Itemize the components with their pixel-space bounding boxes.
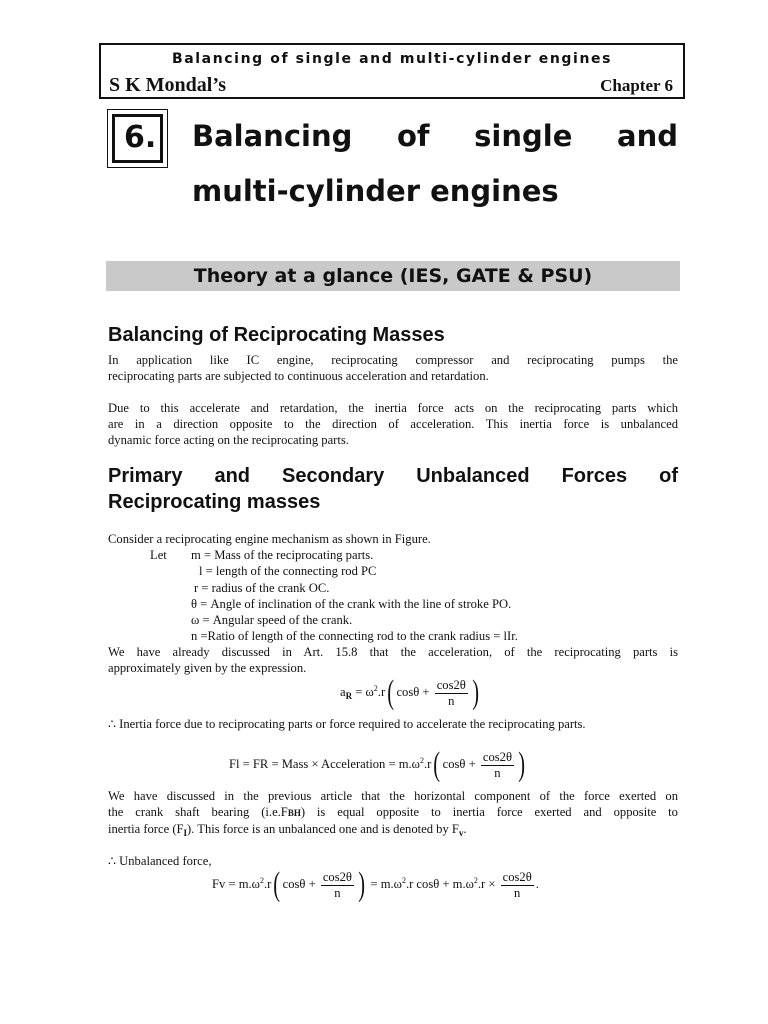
running-header	[99, 43, 685, 99]
definition-angle: θ = Angle of inclination of the crank with the line of stroke PO.	[191, 597, 512, 611]
fraction: $\frac{\cos 2\theta}{n}$	[482, 749, 512, 780]
section-heading-balancing: Balancing of Reciprocating Masses	[108, 324, 445, 346]
fraction: $\frac{\cos 2\theta}{n}$	[322, 869, 352, 900]
paragraph-acceleration: We have already discussed in Art. 15.8 that the acceleration, of the reciprocating parts is approximately given by the expression.	[108, 645, 678, 675]
equation-unbalanced-force: $Fv = m.\omega^2.r$( cosθ + $\frac{\cos 2\theta}{n}$ ) = $m.\omega^2.r$ $\cos\theta + m.\omega^2.r$ × $\frac{\cos 2\theta}{n}$ .	[212, 866, 539, 903]
paragraph-unbalanced: We have discussed in the previous article that the horizontal component of the force exerted on the crank shaft bearing (i.e.FBH) is equal opposite to inertia force exerted and opposite to inertia force $(F_I)$. This force is an unbalanced one and is denoted by $F_v$.	[108, 789, 678, 838]
running-title: Balancing of single and multi-cylinder engines	[171, 51, 613, 67]
section-heading-primary-secondary-line2: Reciprocating masses	[108, 491, 321, 513]
definition-angular-speed: ω = Angular speed of the crank.	[191, 613, 353, 627]
fraction: $\frac{\cos 2\theta}{n}$	[502, 869, 532, 900]
definition-length: l = length of the connecting rod PC	[199, 564, 377, 578]
chapter-number: 6.	[124, 120, 157, 155]
equation-inertia-force: Fl = FR = Mass × Acceleration = $m.\omega^2.r$( cosθ + $\frac{\cos 2\theta}{n}$ )	[229, 746, 526, 783]
section-heading-primary-secondary: Primary and Secondary Unbalanced Forces of	[108, 465, 678, 487]
definition-radius: r = radius of the crank OC.	[194, 581, 330, 595]
equation-acceleration: $a_R = \omega^2.r$( cosθ + $\frac{\cos 2\theta}{n}$ )	[340, 674, 479, 711]
inertia-force-text: ∴ Inertia force due to reciprocating parts or force required to accelerate the reciprocating parts.	[108, 717, 586, 731]
chapter-number-box	[107, 109, 168, 168]
definition-mass: m = Mass of the reciprocating parts.	[191, 548, 374, 562]
theory-banner: Theory at a glance (IES, GATE & PSU)	[106, 261, 680, 291]
paragraph-inertia: Due to this accelerate and retardation, the inertia force acts on the reciprocating parts which are in a direction opposite to the direction of acceleration. This inertia force is unbalanced dynamic force acting on the reciprocating parts.	[108, 401, 678, 447]
paragraph-intro: In application like IC engine, reciprocating compressor and reciprocating pumps the reciprocating parts are subjected to continuous acceleration and retardation.	[108, 353, 678, 383]
chapter-title-line2: multi-cylinder engines	[192, 174, 559, 208]
author-label: S K Mondal’s	[109, 74, 227, 96]
intro-sentence: Consider a reciprocating engine mechanism as shown in Figure.	[108, 532, 431, 546]
chapter-label: Chapter 6	[600, 76, 673, 95]
unbalanced-force-label: ∴ Unbalanced force,	[108, 854, 212, 868]
definition-ratio: n =Ratio of length of the connecting rod to the crank radius = lIr.	[191, 629, 518, 643]
fraction: $\frac{\cos 2\theta}{n}$	[436, 677, 466, 708]
chapter-title-line1: Balancing of single and	[192, 119, 678, 153]
let-label: Let	[150, 548, 167, 562]
